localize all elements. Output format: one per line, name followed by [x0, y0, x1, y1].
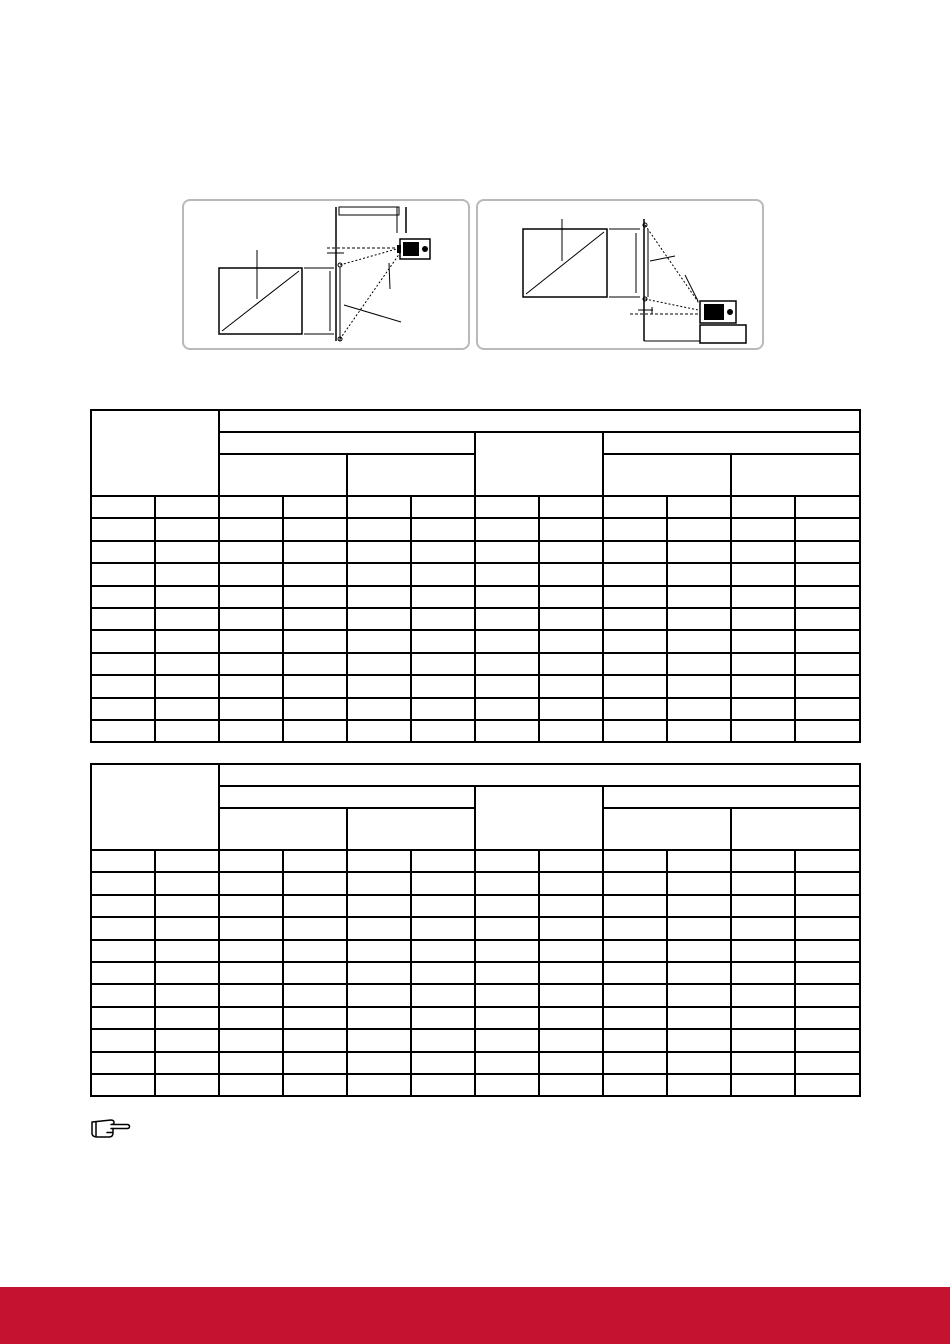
header-cell [603, 432, 860, 454]
header-cell [91, 410, 219, 496]
diagram-ceiling-mount [182, 199, 470, 350]
header-cell [475, 432, 603, 496]
table-row [91, 518, 860, 540]
header-cell [731, 454, 860, 496]
floor-standing-illustration [478, 201, 766, 352]
table-row [91, 984, 860, 1006]
diagram-floor-standing [476, 199, 764, 350]
table-row [91, 895, 860, 917]
table-row [91, 698, 860, 720]
table-row [91, 541, 860, 563]
header-cell [91, 764, 219, 850]
table-body [91, 850, 860, 1096]
table-row [91, 496, 860, 518]
table-row [91, 1074, 860, 1096]
header-cell [219, 410, 860, 432]
table-row [91, 940, 860, 962]
header-cell [219, 764, 860, 786]
header-cell [731, 808, 860, 850]
table-row [91, 917, 860, 939]
header-cell [347, 808, 475, 850]
header-cell [603, 808, 731, 850]
table-row [91, 1052, 860, 1074]
table-row [91, 653, 860, 675]
table-row [91, 720, 860, 742]
projection-table-2 [90, 763, 861, 1097]
header-cell [219, 454, 347, 496]
table-row [91, 1007, 860, 1029]
table-row [91, 630, 860, 652]
header-cell [347, 454, 475, 496]
header-cell [603, 786, 860, 808]
table-row [91, 962, 860, 984]
header-cell [219, 808, 347, 850]
table-row [91, 850, 860, 872]
header-cell [219, 432, 475, 454]
footer-bar [0, 1287, 950, 1344]
table-row [91, 1029, 860, 1051]
table-row [91, 872, 860, 894]
table-body [91, 496, 860, 742]
header-cell [475, 786, 603, 850]
header-cell [219, 786, 475, 808]
ceiling-mount-illustration [184, 201, 472, 352]
table-row [91, 563, 860, 585]
table-row [91, 608, 860, 630]
pointing-hand-icon [89, 1116, 131, 1140]
header-cell [603, 454, 731, 496]
table-row [91, 586, 860, 608]
table-row [91, 675, 860, 697]
projection-table-1 [90, 409, 861, 743]
